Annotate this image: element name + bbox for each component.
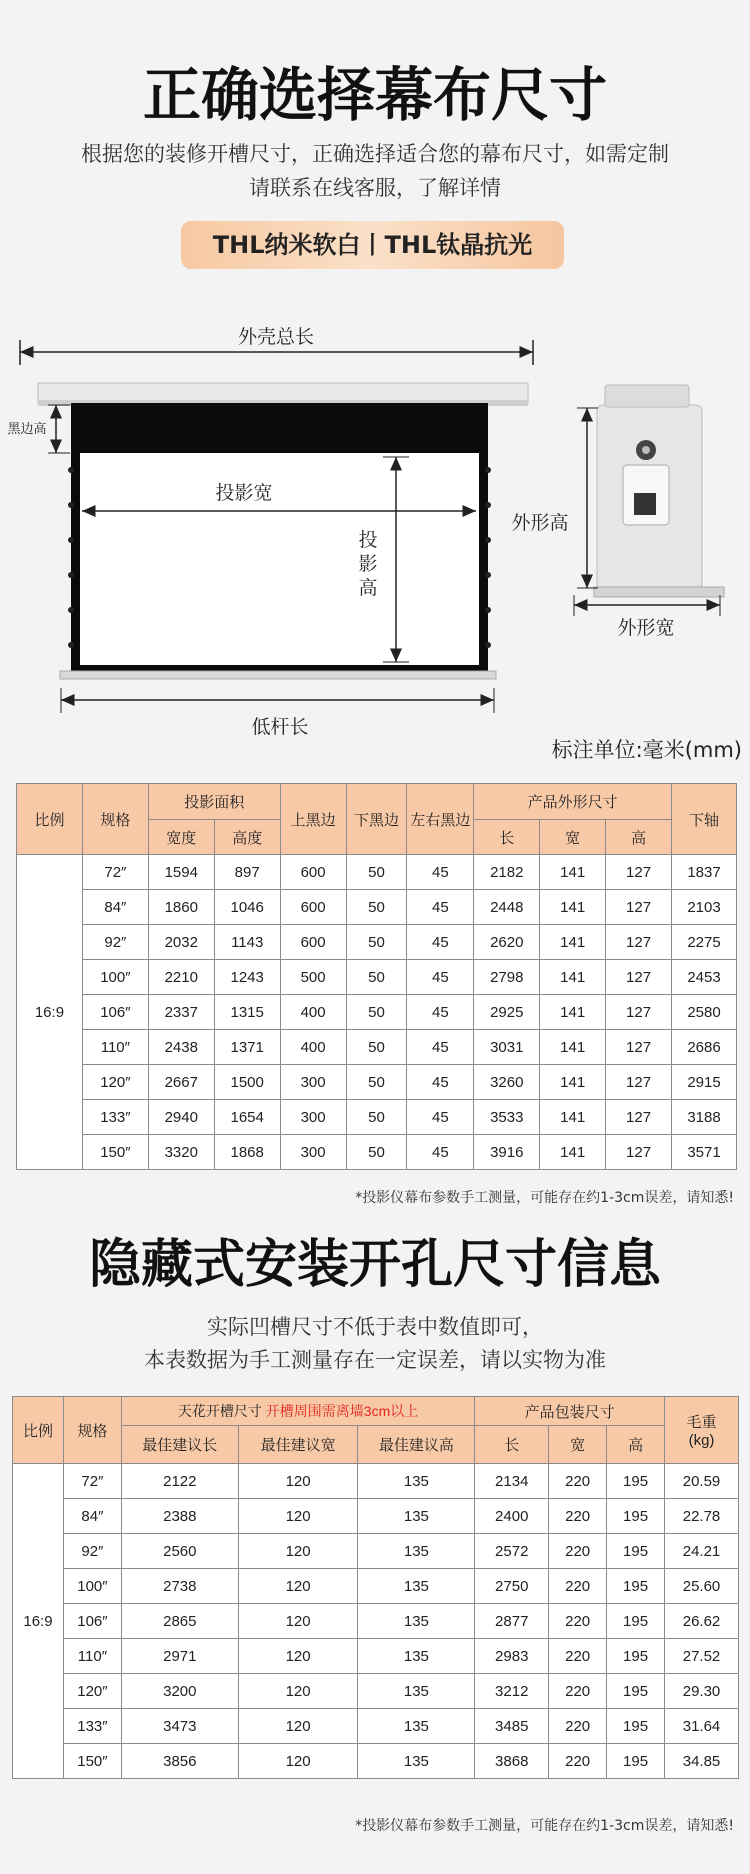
value-cell: 141	[540, 1030, 606, 1065]
bar-length-label: 低杆长	[251, 716, 309, 738]
ratio-cell: 16:9	[17, 855, 83, 1170]
table-row	[13, 1569, 739, 1604]
th-outer-width: 宽	[540, 820, 606, 855]
th-ratio: 比例	[17, 784, 83, 855]
spec-cell: 150″	[82, 1135, 148, 1170]
spec-cell: 100″	[63, 1569, 121, 1604]
value-cell: 2448	[474, 890, 540, 925]
value-cell: 300	[280, 1065, 346, 1100]
th2-spec: 规格	[63, 1397, 121, 1464]
table-row	[17, 960, 737, 995]
th2-best-length: 最佳建议长	[121, 1426, 238, 1464]
value-cell: 45	[407, 925, 474, 960]
th-bottom-border: 下黑边	[346, 784, 407, 855]
spec-cell: 120″	[82, 1065, 148, 1100]
value-cell: 50	[346, 890, 407, 925]
value-cell: 120	[238, 1604, 358, 1639]
table-row	[17, 1030, 737, 1065]
value-cell: 45	[407, 890, 474, 925]
value-cell: 50	[346, 1065, 407, 1100]
page-title: 正确选择幕布尺寸	[142, 61, 607, 129]
section2-subtitle-1: 实际凹槽尺寸不低于表中数值即可，	[207, 1315, 543, 1339]
value-cell: 26.62	[665, 1604, 739, 1639]
value-cell: 120	[238, 1674, 358, 1709]
value-cell: 220	[549, 1674, 607, 1709]
value-cell: 2925	[474, 995, 540, 1030]
value-cell: 3473	[121, 1709, 238, 1744]
value-cell: 500	[280, 960, 346, 995]
value-cell: 45	[407, 1135, 474, 1170]
value-cell: 2877	[475, 1604, 549, 1639]
value-cell: 45	[407, 1065, 474, 1100]
value-cell: 20.59	[665, 1464, 739, 1499]
value-cell: 195	[607, 1569, 665, 1604]
table-row	[13, 1744, 739, 1779]
table-row	[17, 1100, 737, 1135]
value-cell: 127	[606, 995, 672, 1030]
spec-cell: 84″	[63, 1499, 121, 1534]
subtitle-line-2: 请联系在线客服，了解详情	[249, 176, 501, 200]
spec-cell: 120″	[63, 1674, 121, 1709]
outer-height-label: 外形高	[511, 512, 569, 534]
value-cell: 2438	[148, 1030, 214, 1065]
value-cell: 195	[607, 1499, 665, 1534]
value-cell: 2122	[121, 1464, 238, 1499]
value-cell: 120	[238, 1499, 358, 1534]
table-row	[17, 1135, 737, 1170]
th2-weight-unit: (kg)	[688, 1432, 715, 1449]
value-cell: 135	[358, 1569, 475, 1604]
value-cell: 127	[606, 890, 672, 925]
value-cell: 897	[214, 855, 280, 890]
th2-pack-height: 高	[607, 1426, 665, 1464]
value-cell: 120	[238, 1464, 358, 1499]
value-cell: 50	[346, 960, 407, 995]
value-cell: 2103	[672, 890, 737, 925]
value-cell: 1594	[148, 855, 214, 890]
th2-slot	[121, 1397, 474, 1426]
value-cell: 2337	[148, 995, 214, 1030]
value-cell: 1868	[214, 1135, 280, 1170]
value-cell: 195	[607, 1464, 665, 1499]
install-table	[12, 1396, 739, 1779]
proj-height-char-3: 高	[358, 577, 378, 599]
spec-cell: 133″	[63, 1709, 121, 1744]
value-cell: 2572	[475, 1534, 549, 1569]
table-row	[13, 1639, 739, 1674]
shell-length-label: 外壳总长	[237, 326, 315, 348]
table-row	[17, 995, 737, 1030]
value-cell: 3916	[474, 1135, 540, 1170]
value-cell: 2134	[475, 1464, 549, 1499]
value-cell: 2667	[148, 1065, 214, 1100]
th2-weight	[665, 1397, 739, 1464]
value-cell: 50	[346, 855, 407, 890]
value-cell: 3212	[475, 1674, 549, 1709]
value-cell: 220	[549, 1744, 607, 1779]
value-cell: 195	[607, 1639, 665, 1674]
table-row	[13, 1464, 739, 1499]
value-cell: 141	[540, 1100, 606, 1135]
value-cell: 195	[607, 1709, 665, 1744]
spec-cell: 106″	[63, 1604, 121, 1639]
value-cell: 135	[358, 1639, 475, 1674]
value-cell: 2750	[475, 1569, 549, 1604]
th2-weight-label: 毛重	[686, 1414, 717, 1431]
value-cell: 400	[280, 1030, 346, 1065]
value-cell: 45	[407, 855, 474, 890]
value-cell: 120	[238, 1709, 358, 1744]
value-cell: 220	[549, 1464, 607, 1499]
value-cell: 135	[358, 1464, 475, 1499]
value-cell: 220	[549, 1534, 607, 1569]
spec-cell: 92″	[82, 925, 148, 960]
th2-pack: 产品包装尺寸	[475, 1397, 665, 1426]
value-cell: 3031	[474, 1030, 540, 1065]
th2-best-width: 最佳建议宽	[238, 1426, 358, 1464]
value-cell: 1315	[214, 995, 280, 1030]
value-cell: 22.78	[665, 1499, 739, 1534]
value-cell: 120	[238, 1569, 358, 1604]
value-cell: 220	[549, 1604, 607, 1639]
value-cell: 195	[607, 1534, 665, 1569]
value-cell: 1371	[214, 1030, 280, 1065]
value-cell: 3320	[148, 1135, 214, 1170]
value-cell: 3188	[672, 1100, 737, 1135]
value-cell: 2620	[474, 925, 540, 960]
value-cell: 120	[238, 1639, 358, 1674]
th2-ratio: 比例	[13, 1397, 64, 1464]
proj-width-label: 投影宽	[215, 482, 273, 504]
value-cell: 45	[407, 960, 474, 995]
product-badge: THL纳米软白丨THL钛晶抗光	[181, 221, 564, 269]
value-cell: 2940	[148, 1100, 214, 1135]
value-cell: 50	[346, 925, 407, 960]
value-cell: 127	[606, 1030, 672, 1065]
th-side-border: 左右黑边	[407, 784, 474, 855]
value-cell: 2580	[672, 995, 737, 1030]
spec-cell: 110″	[63, 1639, 121, 1674]
value-cell: 600	[280, 925, 346, 960]
value-cell: 50	[346, 1135, 407, 1170]
value-cell: 3856	[121, 1744, 238, 1779]
value-cell: 45	[407, 1030, 474, 1065]
value-cell: 135	[358, 1744, 475, 1779]
value-cell: 135	[358, 1674, 475, 1709]
value-cell: 120	[238, 1744, 358, 1779]
value-cell: 3533	[474, 1100, 540, 1135]
value-cell: 2388	[121, 1499, 238, 1534]
value-cell: 45	[407, 995, 474, 1030]
value-cell: 2686	[672, 1030, 737, 1065]
value-cell: 25.60	[665, 1569, 739, 1604]
section2-subtitle-2: 本表数据为手工测量存在一定误差，请以实物为准	[144, 1348, 606, 1372]
proj-height-char-1: 投	[358, 529, 378, 551]
table-row	[17, 855, 737, 890]
value-cell: 2560	[121, 1534, 238, 1569]
value-cell: 300	[280, 1135, 346, 1170]
subtitle-line-1: 根据您的装修开槽尺寸，正确选择适合您的幕布尺寸，如需定制	[81, 142, 669, 166]
value-cell: 27.52	[665, 1639, 739, 1674]
value-cell: 141	[540, 1135, 606, 1170]
table-row	[13, 1534, 739, 1569]
spec-cell: 84″	[82, 890, 148, 925]
value-cell: 34.85	[665, 1744, 739, 1779]
table-row	[17, 925, 737, 960]
table-row	[13, 1709, 739, 1744]
value-cell: 220	[549, 1569, 607, 1604]
table-row	[17, 890, 737, 925]
value-cell: 220	[549, 1499, 607, 1534]
spec-cell: 72″	[63, 1464, 121, 1499]
value-cell: 141	[540, 1065, 606, 1100]
value-cell: 220	[549, 1639, 607, 1674]
table1-note: *投影仪幕布参数手工测量，可能存在约1-3cm误差，请知悉!	[355, 1190, 734, 1206]
table-row	[13, 1674, 739, 1709]
table-row	[17, 1065, 737, 1100]
spec-cell: 72″	[82, 855, 148, 890]
value-cell: 127	[606, 1135, 672, 1170]
spec-cell: 133″	[82, 1100, 148, 1135]
th-outer-length: 长	[474, 820, 540, 855]
spec-cell: 92″	[63, 1534, 121, 1569]
th-top-border: 上黑边	[280, 784, 346, 855]
black-border-label: 黑边高	[7, 422, 47, 437]
value-cell: 127	[606, 1065, 672, 1100]
th-outer-size: 产品外形尺寸	[474, 784, 672, 820]
value-cell: 2915	[672, 1065, 737, 1100]
value-cell: 141	[540, 855, 606, 890]
ratio-cell: 16:9	[13, 1464, 64, 1779]
unit-note: 标注单位:毫米(mm)	[551, 738, 742, 762]
value-cell: 1860	[148, 890, 214, 925]
value-cell: 50	[346, 995, 407, 1030]
value-cell: 600	[280, 890, 346, 925]
value-cell: 3868	[475, 1744, 549, 1779]
value-cell: 127	[606, 1100, 672, 1135]
value-cell: 2798	[474, 960, 540, 995]
value-cell: 29.30	[665, 1674, 739, 1709]
value-cell: 141	[540, 925, 606, 960]
value-cell: 50	[346, 1100, 407, 1135]
value-cell: 45	[407, 1100, 474, 1135]
value-cell: 2182	[474, 855, 540, 890]
value-cell: 2865	[121, 1604, 238, 1639]
value-cell: 120	[238, 1534, 358, 1569]
value-cell: 195	[607, 1674, 665, 1709]
value-cell: 1500	[214, 1065, 280, 1100]
th-width: 宽度	[148, 820, 214, 855]
value-cell: 3200	[121, 1674, 238, 1709]
value-cell: 135	[358, 1534, 475, 1569]
th2-pack-width: 宽	[549, 1426, 607, 1464]
th-spec: 规格	[82, 784, 148, 855]
value-cell: 31.64	[665, 1709, 739, 1744]
value-cell: 135	[358, 1604, 475, 1639]
value-cell: 127	[606, 960, 672, 995]
value-cell: 300	[280, 1100, 346, 1135]
value-cell: 135	[358, 1709, 475, 1744]
value-cell: 1654	[214, 1100, 280, 1135]
value-cell: 2210	[148, 960, 214, 995]
value-cell: 127	[606, 925, 672, 960]
value-cell: 2971	[121, 1639, 238, 1674]
value-cell: 3485	[475, 1709, 549, 1744]
th2-pack-length: 长	[475, 1426, 549, 1464]
value-cell: 220	[549, 1709, 607, 1744]
outer-width-label: 外形宽	[617, 617, 675, 639]
table2-note: *投影仪幕布参数手工测量，可能存在约1-3cm误差，请知悉!	[355, 1818, 734, 1834]
value-cell: 1143	[214, 925, 280, 960]
value-cell: 2738	[121, 1569, 238, 1604]
th2-best-height: 最佳建议高	[358, 1426, 475, 1464]
size-table	[16, 783, 737, 1170]
table-row	[13, 1499, 739, 1534]
value-cell: 141	[540, 890, 606, 925]
table-row	[13, 1604, 739, 1639]
value-cell: 141	[540, 960, 606, 995]
spec-cell: 106″	[82, 995, 148, 1030]
value-cell: 135	[358, 1499, 475, 1534]
th-height: 高度	[214, 820, 280, 855]
value-cell: 2032	[148, 925, 214, 960]
value-cell: 195	[607, 1744, 665, 1779]
proj-height-char-2: 影	[358, 553, 378, 575]
th-area: 投影面积	[148, 784, 280, 820]
value-cell: 1243	[214, 960, 280, 995]
value-cell: 3571	[672, 1135, 737, 1170]
spec-cell: 100″	[82, 960, 148, 995]
value-cell: 2453	[672, 960, 737, 995]
value-cell: 127	[606, 855, 672, 890]
value-cell: 2400	[475, 1499, 549, 1534]
value-cell: 1837	[672, 855, 737, 890]
value-cell: 141	[540, 995, 606, 1030]
spec-cell: 110″	[82, 1030, 148, 1065]
th2-slot-warning: 开槽周围需离墙3cm以上	[265, 1403, 419, 1419]
value-cell: 600	[280, 855, 346, 890]
value-cell: 195	[607, 1604, 665, 1639]
th-axis: 下轴	[672, 784, 737, 855]
value-cell: 2275	[672, 925, 737, 960]
th-outer-height: 高	[606, 820, 672, 855]
value-cell: 400	[280, 995, 346, 1030]
th2-slot-label: 天花开槽尺寸	[177, 1403, 262, 1419]
value-cell: 24.21	[665, 1534, 739, 1569]
value-cell: 3260	[474, 1065, 540, 1100]
spec-cell: 150″	[63, 1744, 121, 1779]
value-cell: 2983	[475, 1639, 549, 1674]
value-cell: 1046	[214, 890, 280, 925]
value-cell: 50	[346, 1030, 407, 1065]
section2-title: 隐藏式安装开孔尺寸信息	[88, 1235, 661, 1295]
